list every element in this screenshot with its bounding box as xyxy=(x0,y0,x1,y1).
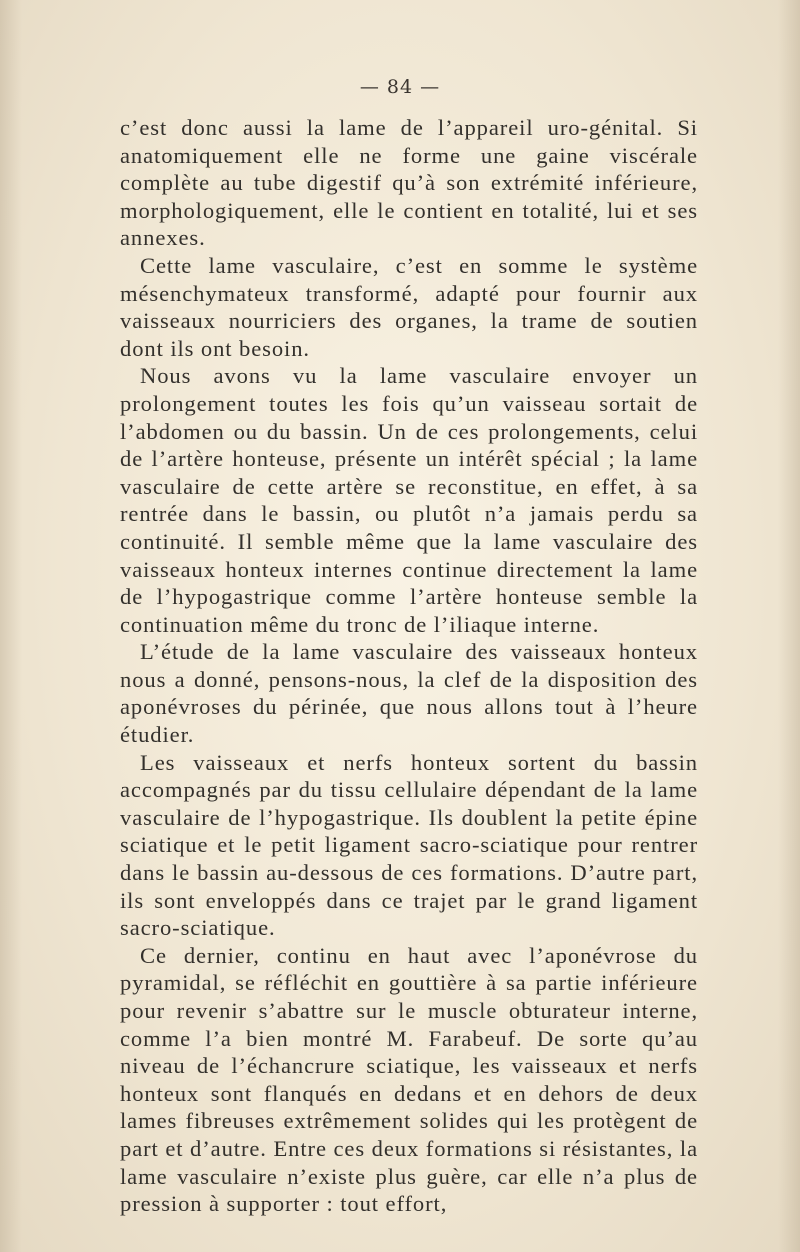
page-right-edge-shadow xyxy=(778,0,800,1252)
paragraph: Ce dernier, continu en haut avec l’aponévrose du pyramidal, se réfléchit en gouttière à sa partie inférieure pour revenir s’abattre sur le muscle obturateur interne, comme l’a bien montré M. Farabeuf. De sorte qu’au niveau de l’échancrure sciatique, les vaisseaux et nerfs honteux sont flanqués en dedans et en dehors de deux lames fibreuses extrêmement solides qui les protègent de part et d’autre. Entre ces deux formations si résistantes, la lame vasculaire n’existe plus guère, car elle n’a plus de pression à supporter : tout effort, xyxy=(120,942,698,1217)
paragraph: Nous avons vu la lame vasculaire envoyer un prolongement toutes les fois qu’un vaisseau sortait de l’abdomen ou du bassin. Un de ces prolongements, celui de l’artère honteuse, présente un intérêt spécial ; la lame vasculaire de cette artère se reconstitue, en effet, à sa rentrée dans le bassin, ou plutôt n’a jamais perdu sa continuité. Il semble même que la lame vasculaire des vaisseaux honteux internes continue directement la lame de l’hypogastrique comme l’artère honteuse semble la continuation même du tronc de l’iliaque interne. xyxy=(120,363,698,637)
page-left-edge-shadow xyxy=(0,0,22,1252)
paragraph: Les vaisseaux et nerfs honteux sortent du bassin accompagnés par du tissu cellulaire dépendant de la lame vasculaire de l’hypogastrique. Ils doublent la petite épine sciatique et le petit ligament sacro-sciatique pour rentrer dans le bassin au-dessous de ces formations. D’autre part, ils sont enveloppés dans ce trajet par le grand ligament sacro-sciatique. xyxy=(120,749,698,941)
paragraph: L’étude de la lame vasculaire des vaisseaux honteux nous a donné, pensons-nous, la clef de la disposition des aponévroses du périnée, que nous allons tout à l’heure étudier. xyxy=(120,639,698,748)
paragraph: c’est donc aussi la lame de l’appareil uro-génital. Si anatomiquement elle ne forme une gaine viscérale complète au tube digestif qu’à son extrémité inférieure, morphologiquement, elle le contient en totalité, lui et ses annexes. xyxy=(120,115,698,251)
paragraph: Cette lame vasculaire, c’est en somme le système mésenchymateux transformé, adapté pour fournir aux vaisseaux nourriciers des organes, la trame de soutien dont ils ont besoin. xyxy=(120,252,698,361)
page-number: — 84 — xyxy=(359,76,441,98)
body-text xyxy=(120,114,698,1218)
